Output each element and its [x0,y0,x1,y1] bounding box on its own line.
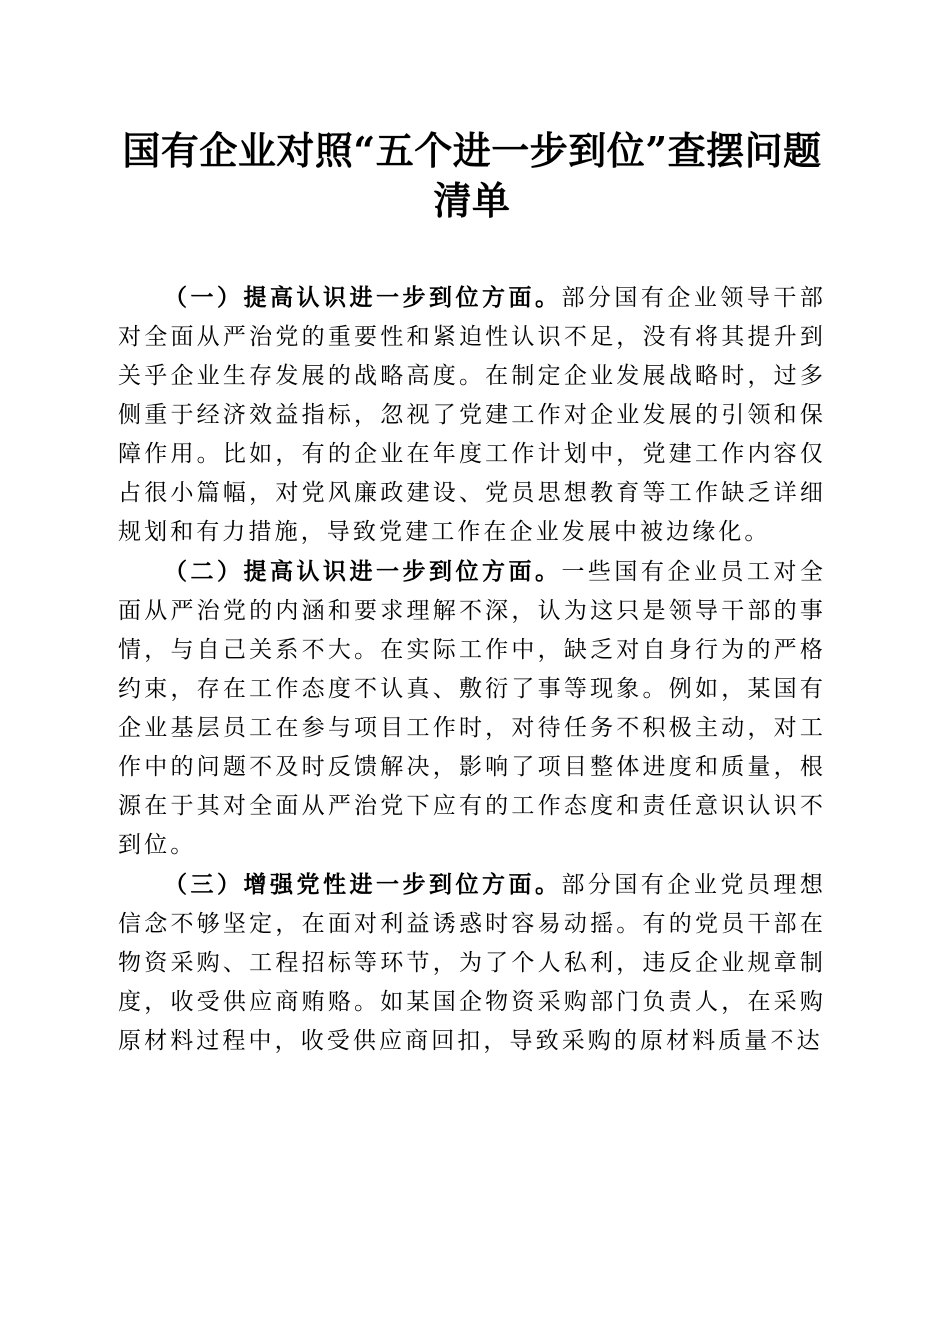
paragraph-1-heading: （一）提高认识进一步到位方面。 [164,284,562,311]
paragraph-3-heading: （三）增强党性进一步到位方面。 [164,871,562,898]
paragraph-3-text: 部分国有企业党员理想信念不够坚定，在面对利益诱惑时容易动摇。有的党员干部在物资采购、工程招标等环节，为了个人私利，违反企业规章制度，收受供应商贿赂。如某国企物资采购部门负责人，在采购原材料过程中，收受供应商回扣，导致采购的原材料质量不达 [118,872,826,1054]
document-title: 国有企业对照“五个进一步到位”查摆问题清单 [122,128,822,223]
paragraph-2 [118,552,826,865]
paragraph-1-text: 部分国有企业领导干部对全面从严治党的重要性和紧迫性认识不足，没有将其提升到关乎企业生存发展的战略高度。在制定企业发展战略时，过多侧重于经济效益指标，忽视了党建工作对企业发展的引领和保障作用。比如，有的企业在年度工作计划中，党建工作内容仅占很小篇幅，对党风廉政建设、党员思想教育等工作缺乏详细规划和有力措施，导致党建工作在企业发展中被边缘化。 [118,285,826,545]
paragraph-2-text: 一些国有企业员工对全面从严治党的内涵和要求理解不深，认为这只是领导干部的事情，与自己关系不大。在实际工作中，缺乏对自身行为的严格约束，存在工作态度不认真、敷衍了事等现象。例如，某国有企业基层员工在参与项目工作时，对待任务不积极主动，对工作中的问题不及时反馈解决，影响了项目整体进度和质量，根源在于其对全面从严治党下应有的工作态度和责任意识认识不到位。 [118,559,826,858]
document-page [118,126,826,1061]
paragraph-2-heading: （二）提高认识进一步到位方面。 [164,558,562,585]
paragraph-1 [118,278,826,552]
paragraph-3 [118,865,826,1061]
document-body [118,278,826,1061]
